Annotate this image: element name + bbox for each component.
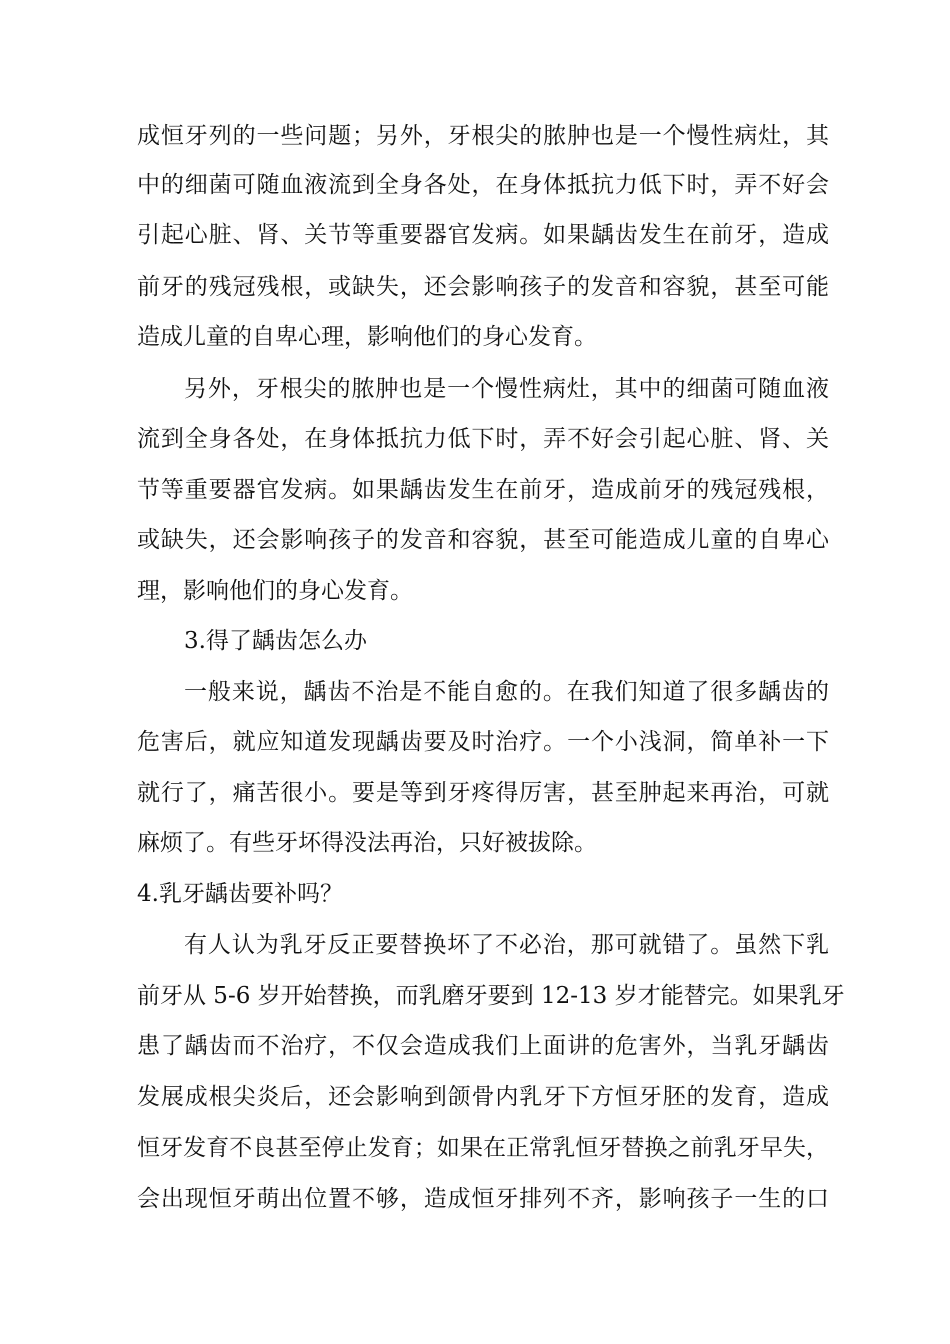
paragraph-3-line-3: 就行了，痛苦很小。要是等到牙疼得厉害，甚至肿起来再治，可就: [137, 780, 829, 806]
paragraph-3-line-1: 一般来说，龋齿不治是不能自愈的。在我们知道了很多龋齿的: [184, 679, 829, 705]
paragraph-4-line-5: 恒牙发育不良甚至停止发育；如果在正常乳恒牙替换之前乳牙早失，: [137, 1135, 829, 1161]
paragraph-2-line-1: 另外，牙根尖的脓肿也是一个慢性病灶，其中的细菌可随血液: [184, 376, 829, 402]
paragraph-2-line-3: 节等重要器官发病。如果龋齿发生在前牙，造成前牙的残冠残根，: [137, 477, 829, 503]
paragraph-1-line-1: 成恒牙列的一些问题；另外，牙根尖的脓肿也是一个慢性病灶，其: [137, 123, 829, 149]
paragraph-2-line-5: 理，影响他们的身心发育。: [137, 578, 413, 604]
paragraph-4-line-6: 会出现恒牙萌出位置不够，造成恒牙排列不齐，影响孩子一生的口: [137, 1186, 829, 1212]
paragraph-4-line-3: 患了龋齿而不治疗，不仅会造成我们上面讲的危害外，当乳牙龋齿: [137, 1033, 829, 1059]
paragraph-3-line-4: 麻烦了。有些牙坏得没法再治，只好被拔除。: [137, 830, 597, 856]
paragraph-4-line-2: 前牙从 5-6 岁开始替换，而乳磨牙要到 12-13 岁才能替完。如果乳牙: [137, 983, 845, 1009]
paragraph-4-line-1: 有人认为乳牙反正要替换坏了不必治，那可就错了。虽然下乳: [184, 932, 829, 958]
paragraph-2-line-4: 或缺失，还会影响孩子的发音和容貌，甚至可能造成儿童的自卑心: [137, 527, 829, 553]
paragraph-1-line-2: 中的细菌可随血液流到全身各处，在身体抵抗力低下时，弄不好会: [137, 172, 829, 198]
paragraph-2-line-2: 流到全身各处，在身体抵抗力低下时，弄不好会引起心脏、肾、关: [137, 426, 829, 452]
paragraph-3-line-2: 危害后，就应知道发现龋齿要及时治疗。一个小浅洞，简单补一下: [137, 729, 829, 755]
section-heading-3: 3.得了龋齿怎么办: [184, 628, 367, 654]
paragraph-4-line-4: 发展成根尖炎后，还会影响到颌骨内乳牙下方恒牙胚的发育，造成: [137, 1084, 829, 1110]
section-heading-4: 4.乳牙龋齿要补吗？: [137, 881, 343, 907]
paragraph-1-line-5: 造成儿童的自卑心理，影响他们的身心发育。: [137, 324, 597, 350]
paragraph-1-line-4: 前牙的残冠残根，或缺失，还会影响孩子的发音和容貌，甚至可能: [137, 274, 829, 300]
paragraph-1-line-3: 引起心脏、肾、关节等重要器官发病。如果龋齿发生在前牙，造成: [137, 222, 829, 248]
